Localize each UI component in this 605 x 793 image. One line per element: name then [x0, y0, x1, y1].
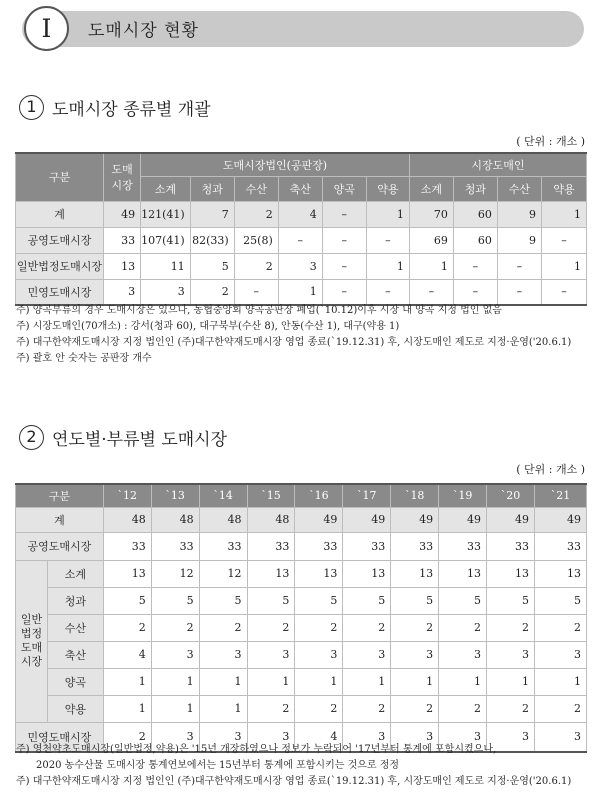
- header-year: `15: [247, 484, 295, 507]
- table-cell: 1: [151, 668, 199, 695]
- header-year: `17: [343, 484, 391, 507]
- table-row: [16, 253, 587, 279]
- note-line: 주) 영천약초도매시장(일반법정,약용)은 '15년 개장하였으나 정보가 누락되어 '17년부터 통계에 포함시켰으나,: [16, 744, 497, 755]
- header-corp: 도매시장법인(공판장): [141, 153, 410, 176]
- table-cell: 5: [190, 253, 234, 279]
- table-cell: 2: [439, 614, 487, 641]
- row-label: 민영도매시장: [16, 722, 104, 752]
- table-cell: 13: [439, 560, 487, 587]
- subheader-corp: 소계: [141, 176, 191, 201]
- row-label: 공영도매시장: [16, 532, 104, 560]
- table-cell: 13: [343, 560, 391, 587]
- table-cell: 48: [103, 507, 151, 532]
- table-cell: 1: [199, 695, 247, 722]
- section2-title-text: 연도별·부류별 도매시장: [52, 430, 228, 450]
- table-row: [16, 227, 587, 253]
- table-cell: –: [322, 201, 366, 227]
- page-title: 도매시장 현황: [88, 21, 199, 41]
- group-label-line: 일반: [20, 613, 43, 626]
- table-cell: 4: [278, 201, 322, 227]
- table-cell: 121(41): [141, 201, 191, 227]
- table-cell: 3: [343, 641, 391, 668]
- table-cell: 2: [487, 614, 535, 641]
- table-cell: 2: [103, 722, 151, 752]
- table-cell: 3: [247, 722, 295, 752]
- table-cell: 33: [391, 532, 439, 560]
- table-row: [16, 668, 587, 695]
- subheader-sangin: 청과: [453, 176, 497, 201]
- row-label: 계: [16, 507, 104, 532]
- subheader-corp: 약용: [366, 176, 409, 201]
- table-cell: 2: [439, 695, 487, 722]
- table-cell: –: [541, 279, 586, 305]
- row-label: 수산: [47, 614, 103, 641]
- table-cell: 1: [103, 695, 151, 722]
- table-cell: 2: [151, 614, 199, 641]
- header-year: `19: [439, 484, 487, 507]
- table-cell: 2: [199, 614, 247, 641]
- general-market-group-label: [16, 560, 48, 722]
- table-cell: 1: [343, 668, 391, 695]
- header-gubun: 구분: [16, 484, 104, 507]
- row-label: 민영도매시장: [16, 279, 104, 305]
- table-cell: –: [322, 279, 366, 305]
- section2-notes: [16, 742, 571, 790]
- note-line: 주) 괄호 안 숫자는 공판장 개수: [16, 353, 152, 364]
- table-cell: 2: [190, 279, 234, 305]
- table-cell: 3: [141, 279, 191, 305]
- table-row: [16, 641, 587, 668]
- table-cell: 60: [453, 227, 497, 253]
- table-cell: 33: [151, 532, 199, 560]
- table-cell: 1: [534, 668, 586, 695]
- subheader-corp: 수산: [234, 176, 278, 201]
- table-cell: 13: [295, 560, 343, 587]
- table-cell: –: [234, 279, 278, 305]
- table-cell: 48: [247, 507, 295, 532]
- table-cell: 2: [343, 614, 391, 641]
- table-cell: 3: [439, 722, 487, 752]
- table-cell: –: [322, 253, 366, 279]
- row-label: 공영도매시장: [16, 227, 104, 253]
- row-label: 청과: [47, 587, 103, 614]
- table-row: [16, 560, 587, 587]
- table-row: [16, 614, 587, 641]
- table-cell: 1: [103, 668, 151, 695]
- table-cell: 3: [295, 641, 343, 668]
- table-row: [16, 695, 587, 722]
- table-cell: 1: [439, 668, 487, 695]
- table-cell: 33: [343, 532, 391, 560]
- table-cell: 5: [199, 587, 247, 614]
- table-cell: 9: [497, 201, 541, 227]
- roman-numeral-badge: I: [24, 6, 69, 51]
- table-cell: 13: [247, 560, 295, 587]
- table-cell: 49: [295, 507, 343, 532]
- header-year: `13: [151, 484, 199, 507]
- table-cell: 3: [151, 722, 199, 752]
- section2-unit: ( 단위 : 개소 ): [516, 463, 585, 476]
- section1-notes: [16, 303, 571, 367]
- table-cell: 4: [295, 722, 343, 752]
- table-cell: 5: [295, 587, 343, 614]
- table-cell: –: [453, 279, 497, 305]
- table-row: [16, 201, 587, 227]
- subheader-sangin: 약용: [541, 176, 586, 201]
- table-cell: 1: [366, 253, 409, 279]
- table-cell: 13: [104, 253, 141, 279]
- table-cell: 2: [391, 695, 439, 722]
- table-cell: 33: [103, 532, 151, 560]
- table-cell: 5: [247, 587, 295, 614]
- table-cell: 33: [487, 532, 535, 560]
- table-cell: 33: [295, 532, 343, 560]
- table-cell: 1: [247, 668, 295, 695]
- header-year: `21: [534, 484, 586, 507]
- table-cell: 13: [487, 560, 535, 587]
- table-cell: 1: [295, 668, 343, 695]
- row-label: 계: [16, 201, 104, 227]
- table-cell: 2: [534, 614, 586, 641]
- table-cell: 33: [534, 532, 586, 560]
- table-cell: 2: [487, 695, 535, 722]
- table-cell: 49: [343, 507, 391, 532]
- table-cell: 3: [439, 641, 487, 668]
- table-row: [16, 507, 587, 532]
- note-line: 주) 시장도매인(70개소) : 강서(청과 60), 대구북부(수산 8), 안동(수산 1), 대구(약용 1): [16, 321, 400, 332]
- table-cell: 5: [343, 587, 391, 614]
- table-cell: 2: [247, 695, 295, 722]
- table-cell: –: [541, 227, 586, 253]
- table-cell: 1: [541, 253, 586, 279]
- header-year: `18: [391, 484, 439, 507]
- table-cell: 3: [199, 641, 247, 668]
- table-cell: 33: [199, 532, 247, 560]
- table-cell: 2: [247, 614, 295, 641]
- note-line: 2020 농수산물 도매시장 통계연보에서는 15년부터 통계에 포함시키는 것으로 정정: [16, 760, 400, 771]
- table-cell: 9: [497, 227, 541, 253]
- table-row: [16, 587, 587, 614]
- row-label: 약용: [47, 695, 103, 722]
- table-cell: 69: [409, 227, 453, 253]
- table-cell: 5: [487, 587, 535, 614]
- table-cell: 1: [541, 201, 586, 227]
- table-cell: 3: [199, 722, 247, 752]
- table-row: [16, 279, 587, 305]
- section2-title: [19, 425, 227, 450]
- subheader-corp: 축산: [278, 176, 322, 201]
- header-year: `14: [199, 484, 247, 507]
- table-cell: 2: [295, 614, 343, 641]
- table-cell: 2: [534, 695, 586, 722]
- note-line: 주) 양곡부류의 경우 도매시장은 있으나, 농협중앙회 양곡공판장 폐업(`10.12)이후 시장 내 양곡 지정 법인 없음: [16, 305, 502, 316]
- header-row: [16, 484, 587, 507]
- market-type-table: [15, 152, 587, 306]
- table-cell: 82(33): [190, 227, 234, 253]
- table-cell: 1: [391, 668, 439, 695]
- table-cell: 1: [366, 201, 409, 227]
- table-cell: 48: [151, 507, 199, 532]
- table-cell: 13: [534, 560, 586, 587]
- table-cell: –: [278, 227, 322, 253]
- subheader-sangin: 소계: [409, 176, 453, 201]
- row-label: 일반법정도매시장: [16, 253, 104, 279]
- table-cell: 2: [295, 695, 343, 722]
- table-cell: 2: [343, 695, 391, 722]
- table-cell: 33: [247, 532, 295, 560]
- header-year: `12: [103, 484, 151, 507]
- table-cell: 3: [343, 722, 391, 752]
- subheader-corp: 양곡: [322, 176, 366, 201]
- table-cell: –: [366, 279, 409, 305]
- section2-number: 2: [19, 425, 44, 450]
- table-cell: 25(8): [234, 227, 278, 253]
- subheader-sangin: 수산: [497, 176, 541, 201]
- header-gubun: 구분: [16, 153, 104, 201]
- row-label: 소계: [47, 560, 103, 587]
- table-cell: 1: [487, 668, 535, 695]
- table-cell: 48: [199, 507, 247, 532]
- table-cell: 3: [534, 641, 586, 668]
- table-cell: 3: [104, 279, 141, 305]
- header-sangin: 시장도매인: [409, 153, 586, 176]
- table-cell: –: [497, 253, 541, 279]
- table-cell: 5: [439, 587, 487, 614]
- table-cell: 2: [103, 614, 151, 641]
- table-cell: 1: [151, 695, 199, 722]
- table-cell: 13: [103, 560, 151, 587]
- table-cell: 12: [151, 560, 199, 587]
- section1-title-text: 도매시장 종류별 개괄: [52, 100, 211, 120]
- group-label-line: 도매: [20, 641, 43, 654]
- table-cell: 2: [234, 253, 278, 279]
- table-cell: 7: [190, 201, 234, 227]
- table-cell: 4: [103, 641, 151, 668]
- table-cell: 70: [409, 201, 453, 227]
- header-year: `20: [487, 484, 535, 507]
- row-label: 축산: [47, 641, 103, 668]
- table-cell: 5: [534, 587, 586, 614]
- header-market: 도매 시장: [104, 153, 141, 201]
- table-cell: 5: [391, 587, 439, 614]
- table-cell: 3: [151, 641, 199, 668]
- table-cell: 12: [199, 560, 247, 587]
- table-cell: 1: [199, 668, 247, 695]
- table-cell: 2: [234, 201, 278, 227]
- table-cell: 5: [151, 587, 199, 614]
- table-cell: 3: [534, 722, 586, 752]
- note-line: 주) 대구한약재도매시장 지정 법인인 (주)대구한약재도매시장 영업 종료(`19.12.31) 후, 시장도매인 제도로 지정·운영('20.6.1): [16, 337, 572, 348]
- table-cell: 3: [487, 641, 535, 668]
- subheader-corp: 청과: [190, 176, 234, 201]
- table-cell: 3: [278, 253, 322, 279]
- table-cell: 1: [409, 253, 453, 279]
- yearly-market-table: [15, 483, 587, 753]
- table-cell: 13: [391, 560, 439, 587]
- table-row: [16, 532, 587, 560]
- note-line: 주) 대구한약재도매시장 지정 법인인 (주)대구한약재도매시장 영업 종료(`19.12.31) 후, 시장도매인 제도로 지정·운영('20.6.1): [16, 776, 572, 787]
- section1-unit: ( 단위 : 개소 ): [516, 135, 585, 148]
- header-year: `16: [295, 484, 343, 507]
- table-cell: 33: [104, 227, 141, 253]
- table-cell: –: [366, 227, 409, 253]
- table-cell: 11: [141, 253, 191, 279]
- table-cell: 5: [103, 587, 151, 614]
- table-cell: –: [409, 279, 453, 305]
- table-cell: 1: [278, 279, 322, 305]
- group-label-line: 시장: [20, 655, 43, 668]
- section1-number: 1: [19, 95, 44, 120]
- table-cell: 49: [439, 507, 487, 532]
- table-cell: –: [497, 279, 541, 305]
- table-cell: 49: [487, 507, 535, 532]
- group-label-line: 법정: [20, 627, 43, 640]
- table-cell: 49: [391, 507, 439, 532]
- table-cell: 3: [247, 641, 295, 668]
- table-cell: 107(41): [141, 227, 191, 253]
- table-cell: 3: [391, 641, 439, 668]
- table-cell: 2: [391, 614, 439, 641]
- row-label: 양곡: [47, 668, 103, 695]
- table-cell: 49: [534, 507, 586, 532]
- table-cell: 49: [104, 201, 141, 227]
- section1-title: [19, 95, 211, 120]
- table-cell: 3: [487, 722, 535, 752]
- table-cell: –: [453, 253, 497, 279]
- table-cell: 33: [439, 532, 487, 560]
- table-cell: 60: [453, 201, 497, 227]
- table-cell: –: [322, 227, 366, 253]
- table-cell: 3: [391, 722, 439, 752]
